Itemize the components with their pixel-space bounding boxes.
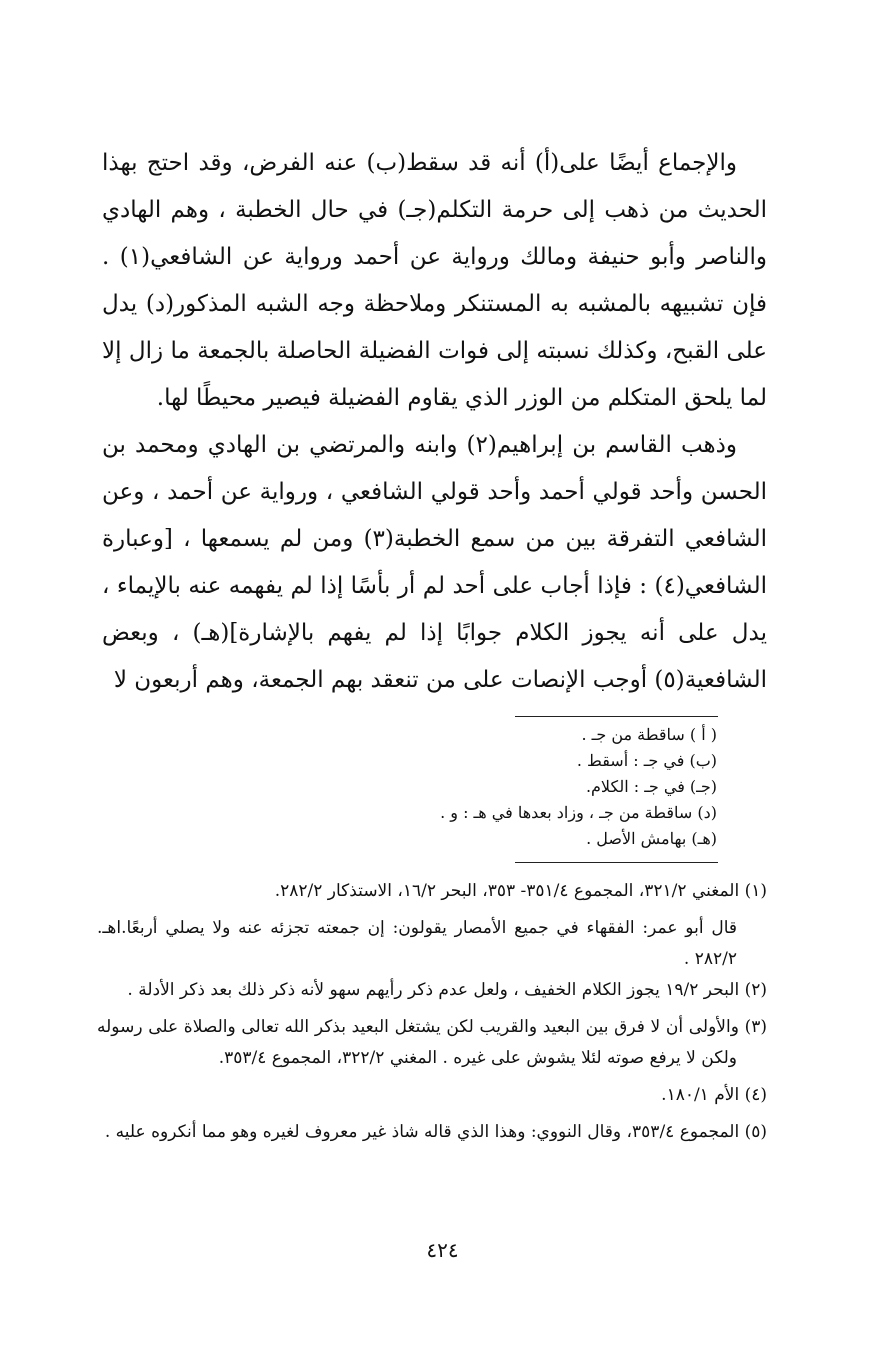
footnote-1-continuation: قال أبو عمر: الفقهاء في جميع الأمصار يقولون: إن جمعته تجزئه عنه ولا يصلي أربعًا.اهـ. ٢٨٢/٢ . bbox=[97, 918, 737, 969]
footnote-5: (٥) المجموع ٣٥٣/٤، وقال النووي: وهذا الذي قاله شاذ غير معروف لغيره وهو مما أنكروه عليه . bbox=[104, 1122, 767, 1142]
variant-note: (ب) في جـ : أسقط . bbox=[576, 751, 717, 770]
variants-divider bbox=[515, 716, 718, 717]
paragraph-2: وذهب القاسم بن إبراهيم(٢) وابنه والمرتضي بن الهادي ومحمد بن الحسن وأحد قولي أحمد وأحد قولي الشافعي ، ورواية عن أحمد ، وعن الشافعي التفرقة بين من سمع الخطبة(٣) ومن لم يسمعها ، [وعبارة الشافعي(٤) : فإذا أجاب على أحد لم أر بأسًا إذا لم يفهمه عنه بالإيماء ، يدل على أنه يجوز الكلام جوابًا إذا لم يفهم بالإشارة](هـ) ، وبعض الشافعية(٥) أوجب الإنصات على من تنعقد بهم الجمعة، وهم أربعون لا bbox=[102, 432, 767, 693]
main-text bbox=[102, 140, 767, 704]
footnotes bbox=[97, 876, 767, 1154]
paragraph-1: والإجماع أيضًا على(أ) أنه قد سقط(ب) عنه الفرض، وقد احتج بهذا الحديث من ذهب إلى حرمة التكلم(جـ) في حال الخطبة ، وهم الهادي والناصر وأبو حنيفة ومالك ورواية عن أحمد ورواية عن الشافعي(١) . فإن تشبيهه بالمشبه به المستنكر وملاحظة وجه الشبه المذكور(د) يدل على القبح، وكذلك نسبته إلى فوات الفضيلة الحاصلة بالجمعة ما زال إلا لما يلحق المتكلم من الوزر الذي يقاوم الفضيلة فيصير محيطًا لها. bbox=[102, 150, 767, 411]
footnote-3: (٣) والأولى أن لا فرق بين البعيد والقريب لكن يشتغل البعيد بذكر الله تعالى والصلاة على رسوله ولكن لا يرفع صوته لئلا يشوش على غيره . المغني ٣٢٢/٢، المجموع ٣٥٣/٤. bbox=[97, 1017, 767, 1068]
footnote-2: (٢) البحر ١٩/٢ يجوز الكلام الخفيف ، ولعل عدم ذكر رأيهم سهو لأنه ذكر ذلك بعد ذكر الأدلة . bbox=[127, 980, 767, 1000]
variant-note: ( أ ) ساقطة من جـ . bbox=[581, 725, 717, 744]
variant-note: (جـ) في جـ : الكلام. bbox=[585, 777, 717, 796]
footnotes-divider bbox=[515, 862, 718, 863]
manuscript-variants bbox=[217, 722, 717, 852]
variant-note: (هـ) بهامش الأصل . bbox=[586, 829, 717, 848]
footnote-1: (١) المغني ٣٢١/٢، المجموع ٣٥١/٤- ٣٥٣، البحر ١٦/٢، الاستذكار ٢٨٢/٢. bbox=[274, 881, 767, 901]
page-number: ٤٢٤ bbox=[426, 1238, 459, 1262]
footnote-4: (٤) الأم ١٨٠/١. bbox=[661, 1085, 767, 1105]
variant-note: (د) ساقطة من جـ ، وزاد بعدها في هـ : و . bbox=[440, 803, 717, 822]
